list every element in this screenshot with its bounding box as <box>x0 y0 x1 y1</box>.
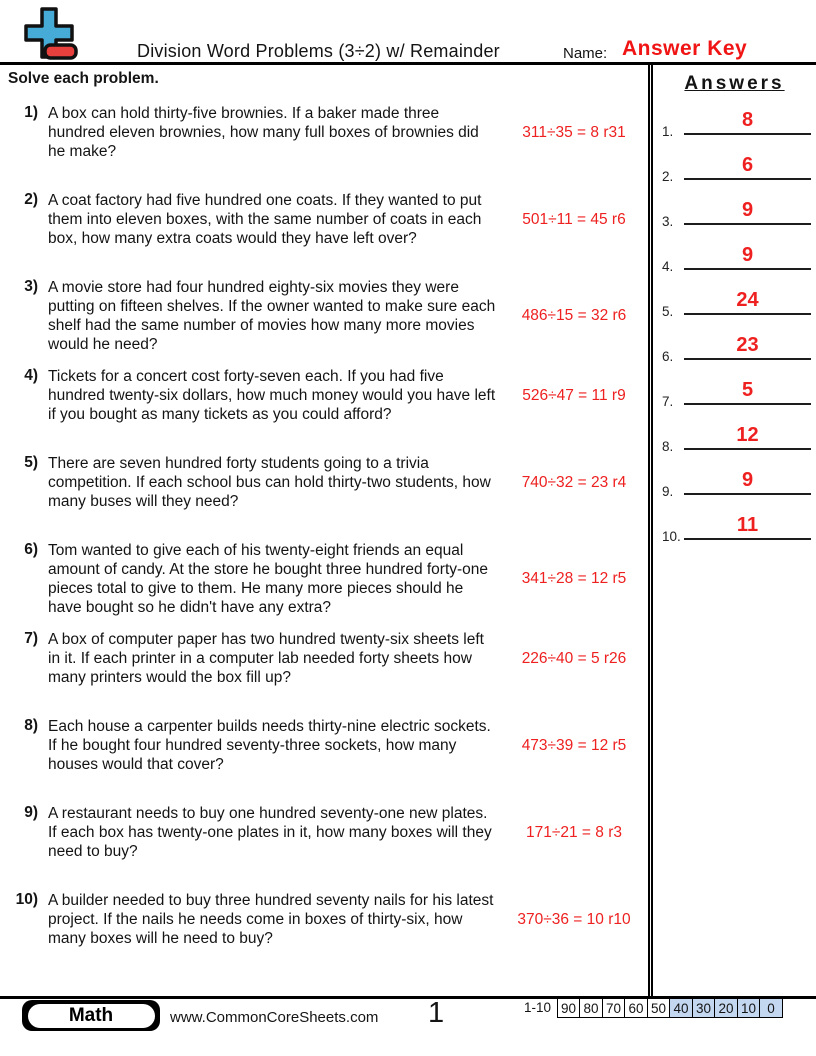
problem-8 <box>8 717 648 774</box>
plus-minus-math-logo-icon <box>18 4 82 71</box>
answer-value: 9 <box>741 469 754 491</box>
problem-answer-equation: 740÷32 = 23 r4 <box>521 473 627 491</box>
problems-column <box>0 65 648 996</box>
answer-number: 6. <box>662 349 674 364</box>
page-number: 1 <box>428 997 445 1029</box>
score-cell: 80 <box>579 998 603 1018</box>
problem-number: 8) <box>24 717 38 734</box>
subject-label: Math <box>28 1004 155 1028</box>
answer-row-3 <box>653 189 816 234</box>
answers-column <box>648 65 816 996</box>
problem-number: 7) <box>24 630 38 647</box>
problem-text: A box of computer paper has two hundred twenty-six sheets left in it. If each printer in a computer lab needed forty sheets how many printers would the box fill up? <box>48 631 484 686</box>
answer-blank <box>684 290 811 315</box>
problem-5 <box>8 454 648 511</box>
name-label: Name: <box>563 45 608 62</box>
problem-answer-equation: 226÷40 = 5 r26 <box>521 649 627 667</box>
problem-answer-equation: 311÷35 = 8 r31 <box>522 123 626 141</box>
problem-text: Tom wanted to give each of his twenty-eight friends an equal amount of candy. At the store he bought three hundred forty-one pieces total to give to them. He many more pieces should he have bought so he didn't have any extra? <box>48 542 489 616</box>
score-cell: 10 <box>737 998 761 1018</box>
problem-text: A builder needed to buy three hundred seventy nails for his latest project. If the nails he needs come in boxes of thirty-six, how many boxes will he need to buy? <box>48 892 494 947</box>
answer-value: 9 <box>741 244 754 266</box>
problem-answer-equation: 171÷21 = 8 r3 <box>526 823 622 841</box>
score-conversion-table <box>524 998 783 1018</box>
answer-value: 23 <box>736 334 759 356</box>
answer-row-2 <box>653 144 816 189</box>
answer-blank <box>684 110 811 135</box>
answer-blank <box>684 155 811 180</box>
answer-row-1 <box>653 99 816 144</box>
answer-value: 5 <box>741 379 754 401</box>
answer-value: 6 <box>741 154 754 176</box>
problem-10 <box>8 891 648 948</box>
score-cells <box>558 998 783 1018</box>
answer-value: 9 <box>741 199 754 221</box>
problem-answer-equation: 473÷39 = 12 r5 <box>521 736 627 754</box>
answer-blank <box>684 200 811 225</box>
instruction-text: Solve each problem. <box>8 70 159 87</box>
answer-number: 5. <box>662 304 674 319</box>
answer-row-5 <box>653 279 816 324</box>
answer-row-8 <box>653 414 816 459</box>
problem-text: There are seven hundred forty students going to a trivia competition. If each school bus can hold thirty-two students, how many buses will they need? <box>48 455 491 510</box>
problem-number: 10) <box>15 891 38 908</box>
answer-blank <box>684 470 811 495</box>
answers-header: Answers <box>684 73 785 94</box>
main-area <box>0 65 816 996</box>
answer-number: 4. <box>662 259 674 274</box>
problem-answer-equation: 341÷28 = 12 r5 <box>521 570 627 587</box>
problem-2 <box>8 191 648 248</box>
score-cell: 50 <box>647 998 671 1018</box>
problem-text: A coat factory had five hundred one coats. If they wanted to put them into eleven boxes, with the same number of coats in each box, how many extra coats would they have left over? <box>48 192 482 247</box>
problem-number: 2) <box>24 191 38 208</box>
problem-text: A box can hold thirty-five brownies. If a baker made three hundred eleven brownies, how many full boxes of brownies did he make? <box>48 105 479 160</box>
answer-row-6 <box>653 324 816 369</box>
worksheet-title: Division Word Problems (3÷2) w/ Remainder <box>137 41 500 61</box>
website-url: www.CommonCoreSheets.com <box>170 1009 379 1026</box>
problem-9 <box>8 804 648 861</box>
answer-value: 24 <box>736 289 759 311</box>
answer-value: 12 <box>736 424 759 446</box>
answer-blank <box>684 335 811 360</box>
problem-answer-equation: 370÷36 = 10 r10 <box>517 910 631 928</box>
problem-1 <box>8 104 648 161</box>
answer-number: 7. <box>662 394 674 409</box>
problem-4 <box>8 367 648 424</box>
problem-answer-equation: 526÷47 = 11 r9 <box>522 386 626 404</box>
answer-number: 1. <box>662 124 674 139</box>
score-cell: 20 <box>714 998 738 1018</box>
answer-key-text: Answer Key <box>622 37 748 60</box>
score-range-label: 1-10 <box>524 1000 552 1015</box>
problem-number: 1) <box>24 104 38 121</box>
problem-number: 3) <box>24 278 38 295</box>
score-cell: 70 <box>602 998 626 1018</box>
problem-number: 4) <box>24 367 38 384</box>
problem-answer-equation: 486÷15 = 32 r6 <box>521 307 627 324</box>
problem-number: 6) <box>24 541 38 558</box>
answer-number: 2. <box>662 169 674 184</box>
subject-badge <box>22 1000 160 1031</box>
answer-row-4 <box>653 234 816 279</box>
problem-answer-equation: 501÷11 = 45 r6 <box>522 210 626 228</box>
problem-7 <box>8 630 648 687</box>
score-cell: 90 <box>557 998 581 1018</box>
problem-3 <box>8 278 648 354</box>
answer-value: 8 <box>741 109 754 131</box>
answer-row-9 <box>653 459 816 504</box>
answer-row-10 <box>653 504 816 549</box>
problem-text: A restaurant needs to buy one hundred seventy-one new plates. If each box has twenty-one plates in it, how many boxes will they need to buy? <box>48 805 492 860</box>
answer-blank <box>684 380 811 405</box>
problem-number: 5) <box>24 454 38 471</box>
answer-blank <box>684 245 811 270</box>
score-cell: 30 <box>692 998 716 1018</box>
problem-text: Tickets for a concert cost forty-seven each. If you had five hundred twenty-six dollars, how much money would you have left if you bought as many tickets as you could afford? <box>48 368 496 423</box>
problem-6 <box>8 541 648 617</box>
answer-row-7 <box>653 369 816 414</box>
answer-number: 10. <box>662 529 681 544</box>
answer-number: 8. <box>662 439 674 454</box>
problem-text: A movie store had four hundred eighty-six movies they were putting on fifteen shelves. If the owner wanted to make sure each shelf had the same number of movies how many more movies would he need? <box>48 279 496 353</box>
answer-blank <box>684 515 811 540</box>
problem-number: 9) <box>24 804 38 821</box>
answer-blank <box>684 425 811 450</box>
score-cell: 60 <box>624 998 648 1018</box>
answer-number: 3. <box>662 214 674 229</box>
answer-number: 9. <box>662 484 674 499</box>
problem-text: Each house a carpenter builds needs thirty-nine electric sockets. If he bought four hundred seventy-three sockets, how many houses would that cover? <box>48 718 491 773</box>
score-cell: 40 <box>669 998 693 1018</box>
answer-value: 11 <box>736 514 759 536</box>
score-cell: 0 <box>759 998 783 1018</box>
